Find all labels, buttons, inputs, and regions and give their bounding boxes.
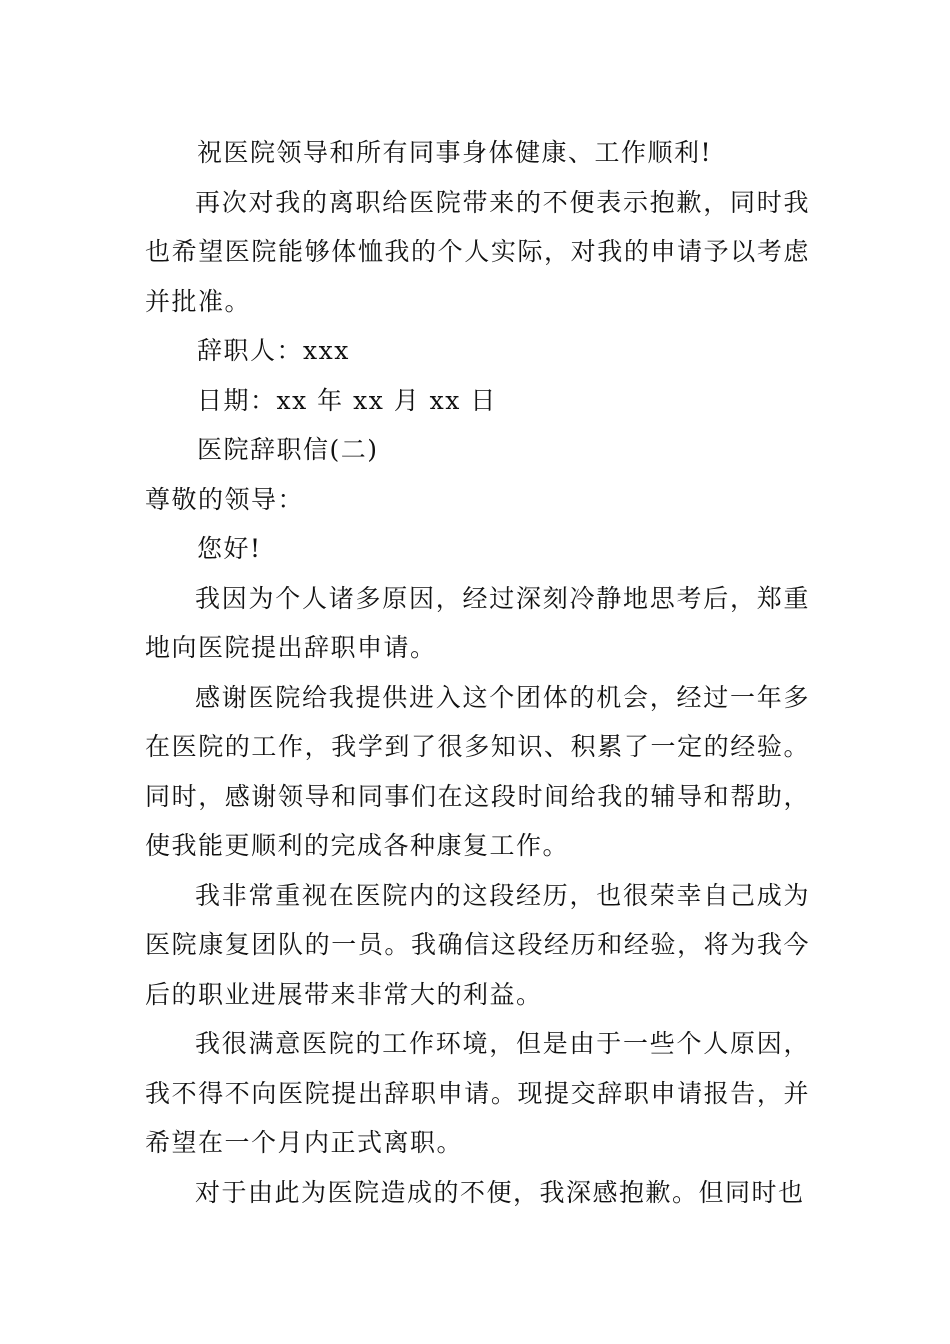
closing-wish: 祝医院领导和所有同事身体健康、工作顺利! xyxy=(197,138,713,167)
document-body xyxy=(145,128,810,1217)
letter-title: 医院辞职信(二) xyxy=(197,435,379,464)
salutation: 尊敬的领导： xyxy=(145,484,305,514)
body-paragraph-experience: 我非常重视在医院内的这段经历，也很荣幸自己成为医院康复团队的一员。我确信这段经历和经验，将为我今后的职业进展带来非常大的利益。 xyxy=(145,880,810,1009)
signer-line: 辞职人：xxx xyxy=(197,336,350,365)
apology-paragraph: 再次对我的离职给医院带来的不便表示抱歉，同时我也希望医院能够体恤我的个人实际，对我的申请予以考虑并批准。 xyxy=(145,187,810,316)
body-paragraph-request: 我很满意医院的工作环境，但是由于一些个人原因，我不得不向医院提出辞职申请。现提交辞职申请报告，并希望在一个月内正式离职。 xyxy=(145,1029,810,1157)
greeting: 您好! xyxy=(197,534,262,563)
body-paragraph-apology: 对于由此为医院造成的不便，我深感抱歉。但同时也 xyxy=(195,1177,805,1207)
date-line: 日期：xx 年 xx 月 xx 日 xyxy=(197,385,497,415)
body-paragraph-thanks: 感谢医院给我提供进入这个团体的机会，经过一年多在医院的工作，我学到了很多知识、积累了一定的经验。同时，感谢领导和同事们在这段时间给我的辅导和帮助，使我能更顺利的完成各种康复工作。 xyxy=(145,682,810,860)
body-paragraph-reason: 我因为个人诸多原因，经过深刻冷静地思考后，郑重地向医院提出辞职申请。 xyxy=(145,583,810,662)
